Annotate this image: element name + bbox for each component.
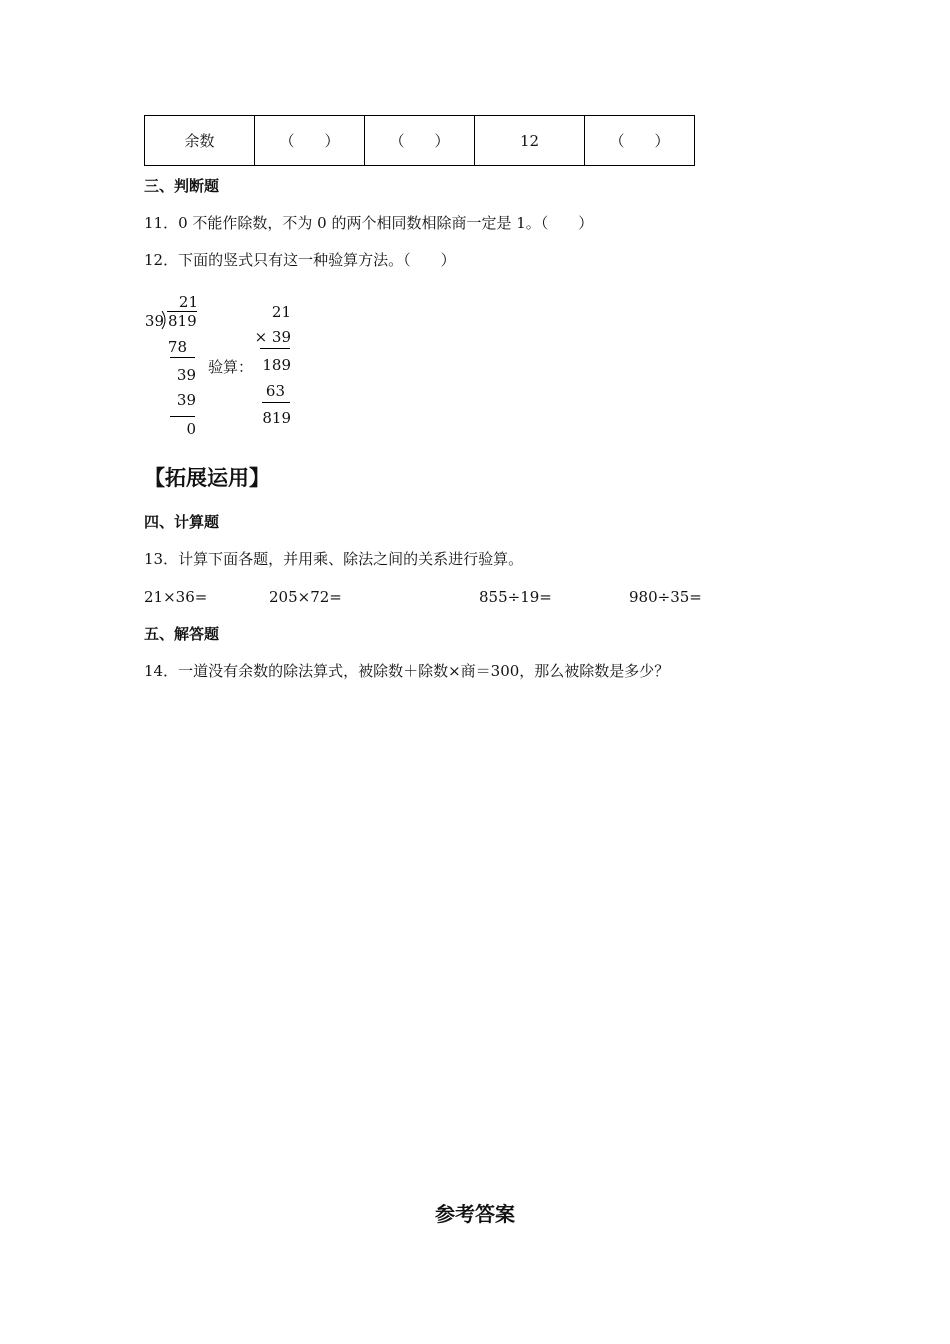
mult-result: 819	[262, 409, 291, 427]
mult-line-1	[260, 348, 290, 349]
mult-top: 21	[271, 303, 291, 321]
check-label: 验算：	[208, 358, 254, 376]
answer-heading: 参考答案	[435, 1202, 515, 1226]
question-12: 12．下面的竖式只有这一种验算方法。（ ）	[144, 251, 456, 269]
division-remainder: 0	[186, 420, 196, 438]
table-row-label: 余数	[145, 116, 255, 166]
calc-1: 21×36=	[144, 588, 208, 606]
table-cell-2: （ ）	[365, 116, 475, 166]
calc-3: 855÷19=	[479, 588, 552, 606]
table-row	[145, 116, 695, 166]
calc-4: 980÷35=	[629, 588, 702, 606]
section-3-heading: 三、判断题	[144, 177, 220, 195]
section-4-heading: 四、计算题	[144, 513, 220, 531]
question-11: 11．0 不能作除数，不为 0 的两个相同数相除商一定是 1。（ ）	[144, 214, 594, 232]
division-step-2: 39	[176, 366, 196, 384]
mult-partial-1: 189	[262, 356, 291, 374]
remainder-table	[144, 115, 695, 166]
division-step-1: 78	[167, 338, 187, 356]
table-cell-1: （ ）	[255, 116, 365, 166]
calc-2: 205×72=	[269, 588, 342, 606]
table-cell-3: 12	[475, 116, 585, 166]
division-divisor: 39	[144, 312, 164, 330]
mult-times: × 39	[254, 328, 291, 346]
table-cell-4: （ ）	[585, 116, 695, 166]
mult-line-2	[262, 402, 290, 403]
division-line-2	[170, 416, 195, 417]
division-quotient: 21	[178, 293, 198, 311]
division-line-1	[170, 357, 195, 358]
extension-heading: 【拓展运用】	[144, 465, 270, 490]
question-14: 14．一道没有余数的除法算式，被除数＋除数×商＝300，那么被除数是多少？	[144, 662, 670, 680]
mult-partial-2: 63	[265, 382, 285, 400]
question-13: 13．计算下面各题，并用乘、除法之间的关系进行验算。	[144, 550, 524, 568]
division-dividend: 819	[168, 312, 197, 330]
section-5-heading: 五、解答题	[144, 625, 220, 643]
division-step-3: 39	[176, 391, 196, 409]
